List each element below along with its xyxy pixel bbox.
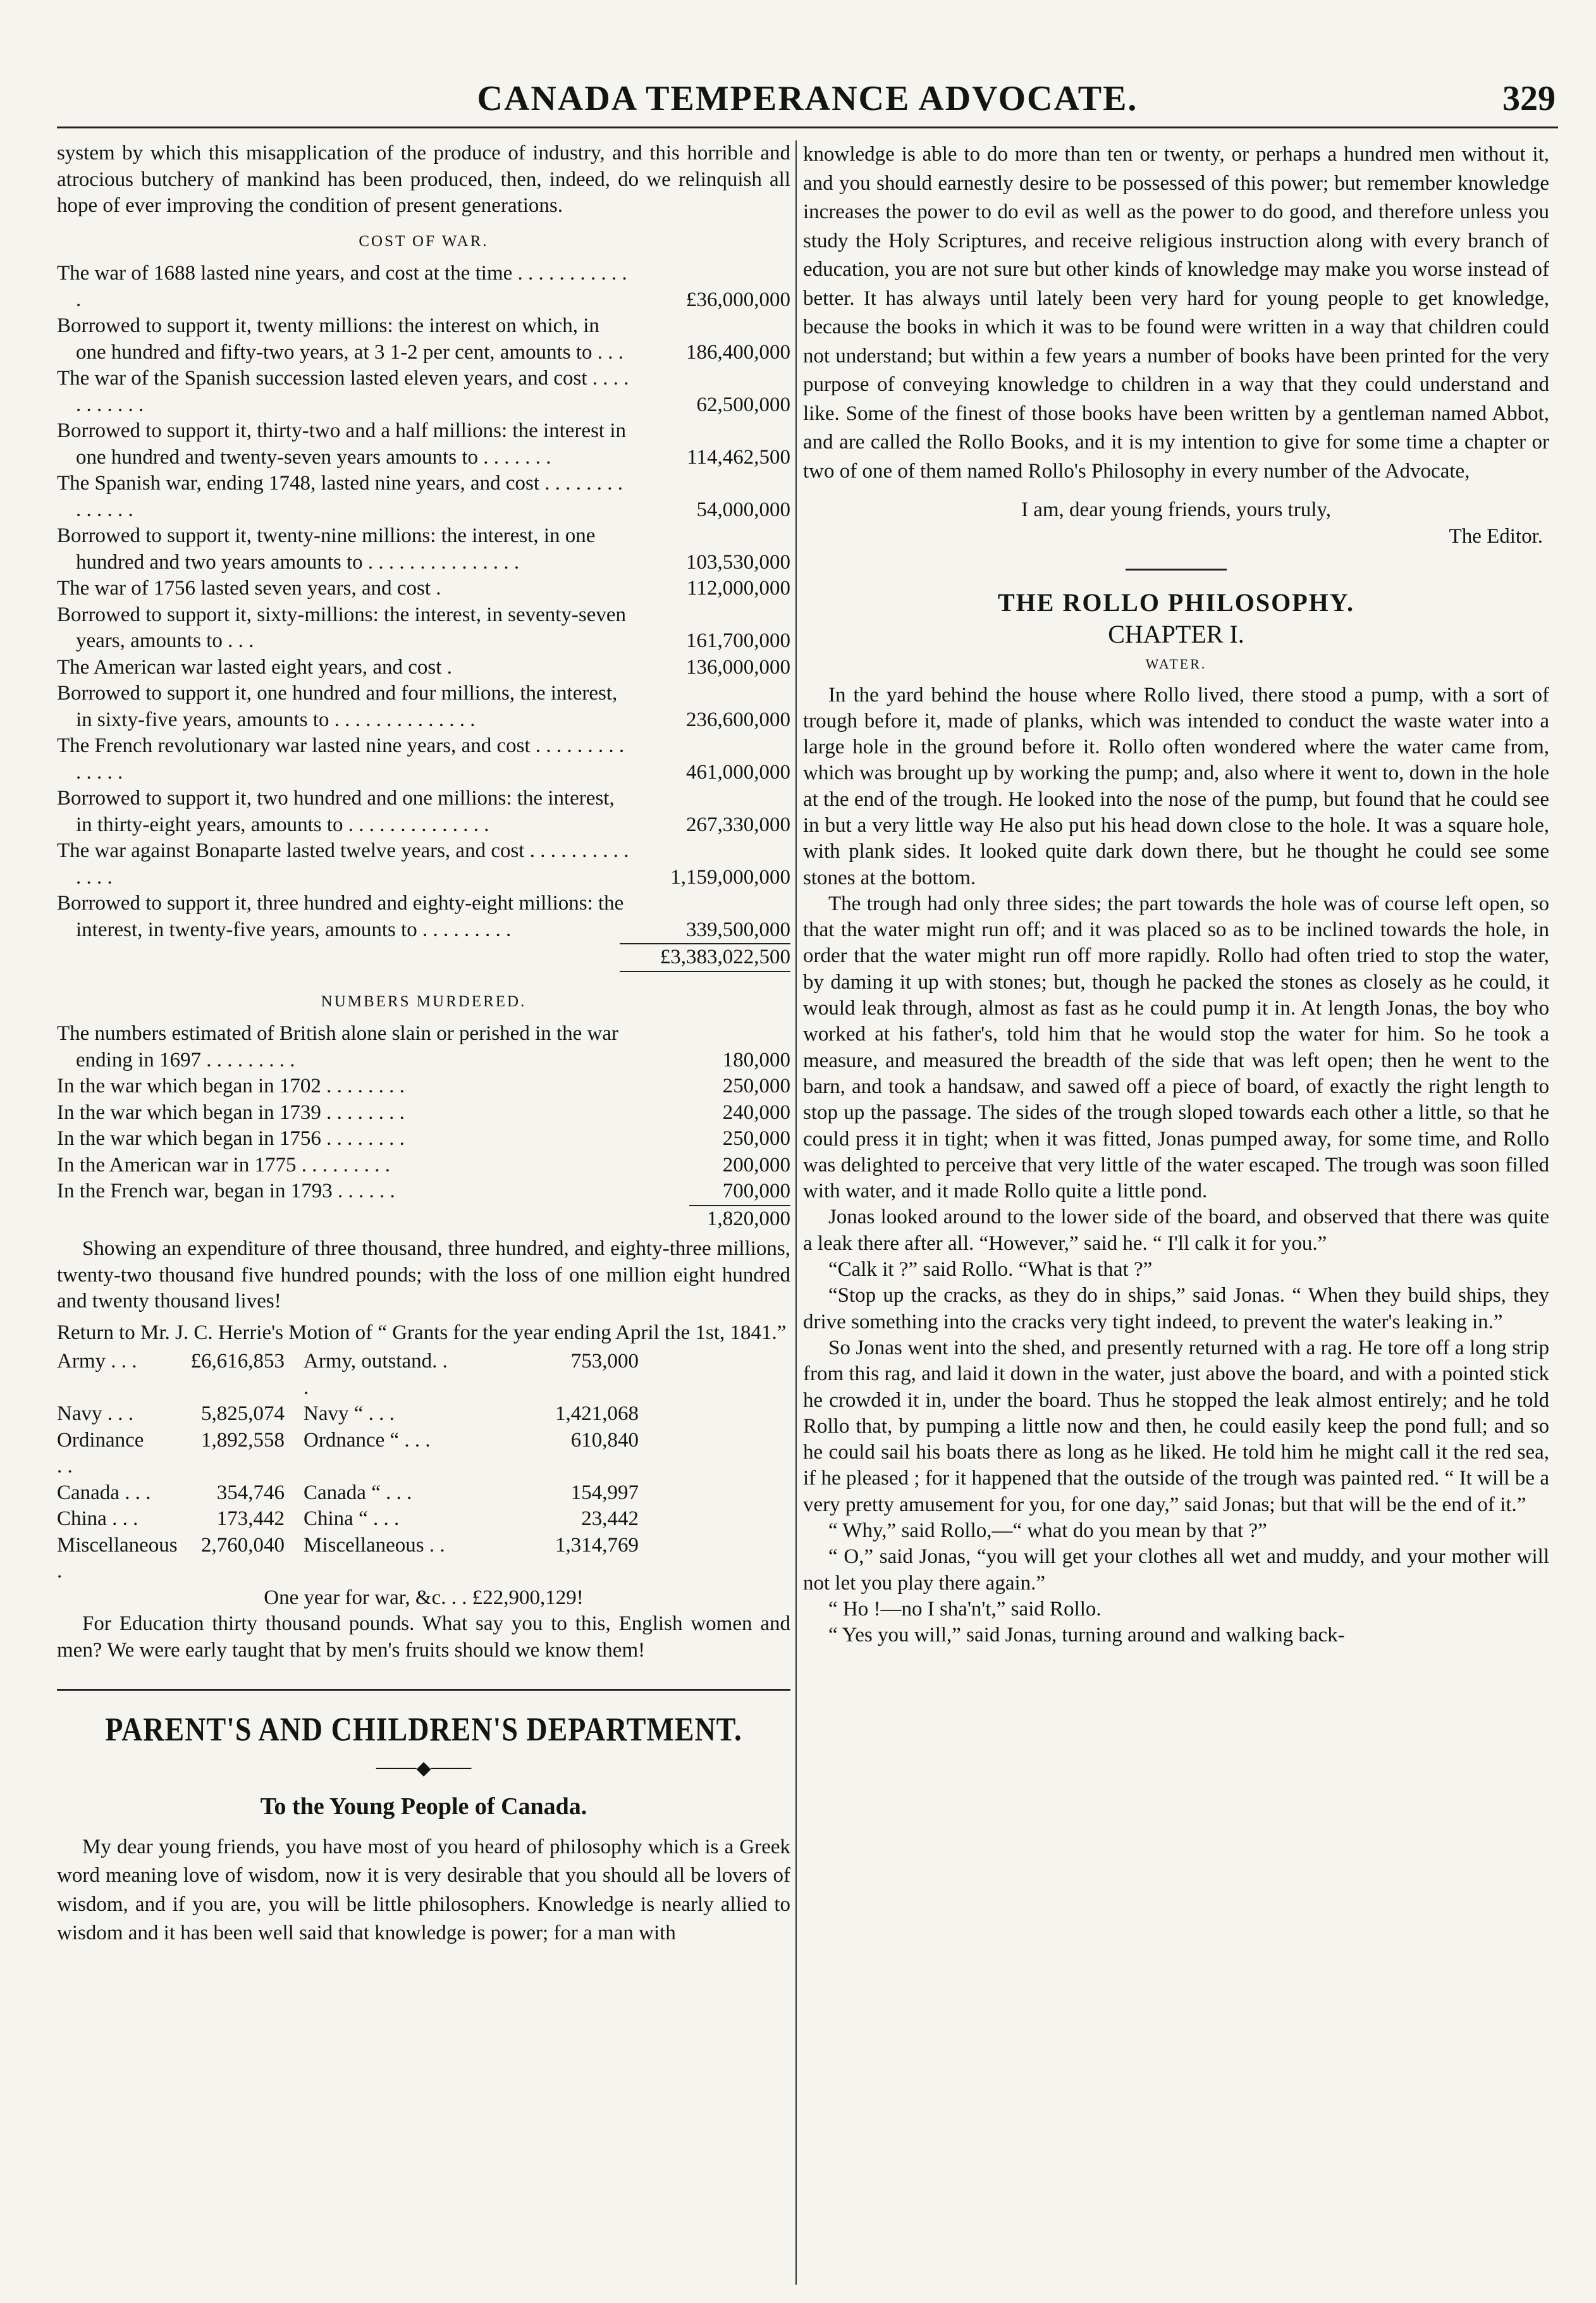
intro-paragraph: system by which this misapplication of the produce of industry, and this horrible and atrocious butchery of mankind has been produced, then, indeed, do we relinquish all hope of ever improving the condition of present generations. bbox=[57, 142, 790, 217]
story-paragraph: Jonas looked around to the lower side of the board, and observed that there was quite a leak there after all. “However,” said he. “ I'll calk it for you.” bbox=[803, 1206, 1549, 1255]
ledger-amount: 240,000 bbox=[722, 1101, 790, 1124]
ledger-desc: The war of 1756 lasted seven years, and cost . bbox=[57, 577, 441, 600]
department-title: PARENT'S AND CHILDREN'S DEPARTMENT. bbox=[105, 1710, 742, 1748]
letter-paragraph: knowledge is able to do more than ten or twenty, or perhaps a hundred men without it, and you should earnestly desire to be possessed of this power; but remember knowledge increases the power to do evil as well as the power to do good, and therefore unless you study the Holy Scriptures, and receive religious instruction along with every branch of education, you are not sure but other kinds of knowledge may make you worse instead of better. It has always until lately been very hard for young people to get knowledge, because the books in which it was to be found were written in a way that children could not understand; but within a few years a number of books have been printed for the very purpose of conveying knowledge to children in a way that they could understand and like. Some of the finest of those books have been written by a gentleman named Abbot, and are called the Rollo Books, and it is my intention to give for some time a chapter or two of one of them named Rollo's Philosophy in every number of the Advocate, bbox=[803, 143, 1549, 483]
grant-label: Ordnance “ . . . bbox=[304, 1428, 431, 1452]
section-rule bbox=[57, 1689, 790, 1691]
ledger-row bbox=[57, 523, 790, 576]
grant-label: Miscellaneous . . bbox=[304, 1533, 445, 1557]
grant-label: Navy . . . bbox=[57, 1402, 133, 1425]
ledger-desc: The American war lasted eight years, and cost . bbox=[57, 655, 452, 679]
ledger-row bbox=[57, 838, 790, 891]
ledger-amount: 267,330,000 bbox=[686, 813, 790, 836]
story-paragraph: “ Why,” said Rollo,—“ what do you mean by that ?” bbox=[828, 1519, 1267, 1542]
ledger-amount: 186,400,000 bbox=[686, 340, 790, 364]
cost-of-war-heading: COST OF WAR. bbox=[359, 232, 489, 250]
ledger-row bbox=[57, 1178, 790, 1205]
ledger-desc: Borrowed to support it, three hundred and eighty-eight millions: the interest, in twenty-five years, amounts to . . . . . . . . . bbox=[57, 892, 624, 941]
return-title: Return to Mr. J. C. Herrie's Motion of “ Grants for the year ending April the 1st, 1841.” bbox=[57, 1321, 787, 1344]
ledger-desc: Borrowed to support it, twenty millions: the interest on which, in one hundred and fifty-two years, at 3 1-2 per cent, amounts to . . . bbox=[57, 314, 624, 364]
grant-label: China “ . . . bbox=[304, 1507, 400, 1530]
ledger-desc: The Spanish war, ending 1748, lasted nine years, and cost . . . . . . . . . . . . . . bbox=[57, 472, 623, 521]
ledger-amount: 250,000 bbox=[722, 1127, 790, 1150]
story-paragraph: “ Ho !—no I sha'n't,” said Rollo. bbox=[828, 1597, 1102, 1621]
letter-heading: To the Young People of Canada. bbox=[260, 1793, 587, 1820]
ledger-amount: £36,000,000 bbox=[686, 288, 790, 311]
column-divider bbox=[795, 140, 797, 2285]
grant-label: Ordinance . . bbox=[57, 1428, 144, 1478]
grant-amount: 753,000 bbox=[570, 1350, 639, 1373]
grant-label: Canada “ . . . bbox=[304, 1481, 412, 1504]
ledger-row bbox=[57, 471, 790, 523]
ledger-desc: In the American war in 1775 . . . . . . . . . bbox=[57, 1153, 390, 1176]
grants-table bbox=[57, 1349, 790, 1585]
grant-amount: 173,442 bbox=[216, 1507, 285, 1530]
ledger-desc: In the war which began in 1756 . . . . . . . . bbox=[57, 1127, 405, 1150]
grant-amount: £6,616,853 bbox=[190, 1350, 285, 1373]
page-number: 329 bbox=[1502, 79, 1556, 118]
ledger-desc: Borrowed to support it, two hundred and one millions: the interest, in thirty-eight years, amounts to . . . . . . . . . . . . . . bbox=[57, 787, 615, 836]
ledger-row bbox=[57, 261, 790, 313]
ledger-desc: Borrowed to support it, one hundred and four millions, the interest, in sixty-five years, amounts to . . . . . . . . . . . . . . bbox=[57, 682, 618, 731]
ledger-row bbox=[57, 418, 790, 471]
ledger-row bbox=[57, 655, 790, 681]
grant-amount: 154,997 bbox=[570, 1481, 639, 1504]
ledger-row bbox=[57, 786, 790, 838]
ledger-row bbox=[57, 1100, 790, 1127]
ledger-amount: 54,000,000 bbox=[696, 498, 790, 521]
ledger-amount: 339,500,000 bbox=[686, 918, 790, 941]
numbers-murdered-table bbox=[57, 1021, 790, 1232]
ornament-divider: ───◆─── bbox=[376, 1757, 472, 1779]
grant-label: China . . . bbox=[57, 1507, 138, 1530]
letter-continued bbox=[803, 140, 1549, 486]
story-paragraph: “ Yes you will,” said Jonas, turning around and walking back- bbox=[828, 1624, 1345, 1647]
grant-label: Army . . . bbox=[57, 1350, 137, 1373]
rollo-title: THE ROLLO PHILOSOPHY. bbox=[998, 588, 1354, 617]
ledger-row bbox=[57, 576, 790, 602]
ledger-amount: 200,000 bbox=[722, 1153, 790, 1176]
ledger-amount: 114,462,500 bbox=[687, 445, 790, 469]
ledger-desc: The numbers estimated of British alone slain or perished in the war ending in 1697 . . . . . . . . . bbox=[57, 1022, 619, 1071]
numbers-murdered-heading: NUMBERS MURDERED. bbox=[321, 992, 527, 1010]
ledger-row bbox=[57, 1152, 790, 1179]
ledger-amount: 161,700,000 bbox=[686, 629, 790, 652]
cost-total-row bbox=[57, 943, 790, 972]
letter-paragraph: My dear young friends, you have most of you heard of philosophy which is a Greek word meaning love of wisdom, now it is very desirable that you should all be lovers of wisdom, and if you are, you will be little philosophers. Knowledge is nearly allied to wisdom and it has been well said that knowledge is power; for a man with bbox=[57, 1835, 790, 1944]
story-paragraph: “Calk it ?” said Rollo. “What is that ?” bbox=[828, 1258, 1153, 1281]
story-paragraph: “Stop up the cracks, as they do in ships,” said Jonas. “ When they build ships, they drive something into the cracks very tight indeed, to prevent the water's leaking in.” bbox=[803, 1284, 1549, 1333]
ledger-amount: 700,000 bbox=[722, 1180, 790, 1202]
grant-amount: 1,314,769 bbox=[555, 1533, 639, 1557]
ledger-desc: The war against Bonaparte lasted twelve years, and cost . . . . . . . . . . . . . . bbox=[57, 839, 629, 889]
ledger-row bbox=[57, 602, 790, 655]
story-paragraph: In the yard behind the house where Rollo lived, there stood a pump, with a sort of trough before it, made of planks, which was intended to conduct the waste water into a large hole in the ground before it. Rollo often wondered where the water came from, which was brought up by working the pump; and, also where it went to, down in the hole at the end of the trough. He looked into the nose of the pump, but found that he could see in but a very little way He also put his head down close to the hole. It was a square hole, with plank sides. It looked quite dark down there, but he thought he could see some stones at the bottom. bbox=[803, 683, 1549, 889]
ledger-desc: Borrowed to support it, sixty-millions: the interest, in seventy-seven years, amounts to . . . bbox=[57, 603, 627, 652]
ledger-row bbox=[57, 891, 790, 943]
ledger-row bbox=[57, 1021, 790, 1073]
ledger-row bbox=[57, 313, 790, 366]
grant-amount: 2,760,040 bbox=[201, 1533, 285, 1557]
story-body bbox=[803, 682, 1549, 1649]
ledger-desc: Borrowed to support it, thirty-two and a half millions: the interest in one hundred and twenty-seven years amounts to . . . . . . . bbox=[57, 419, 627, 469]
grant-amount: 5,825,074 bbox=[201, 1402, 285, 1425]
letter-body bbox=[57, 1833, 790, 1948]
short-rule bbox=[1126, 569, 1227, 571]
grant-label: Army, outstand. . . bbox=[304, 1350, 448, 1399]
ledger-desc: The French revolutionary war lasted nine years, and cost . . . . . . . . . . . . . . bbox=[57, 734, 625, 784]
cost-of-war-table bbox=[57, 261, 790, 972]
grant-amount: 1,892,558 bbox=[201, 1428, 285, 1452]
grant-amount: 1,421,068 bbox=[555, 1402, 639, 1425]
chapter-heading: CHAPTER I. bbox=[1108, 619, 1244, 648]
ledger-amount: 180,000 bbox=[722, 1048, 790, 1071]
left-column bbox=[57, 140, 790, 1948]
murdered-total-row bbox=[57, 1205, 790, 1233]
ledger-amount: 236,600,000 bbox=[686, 708, 790, 731]
running-title: CANADA TEMPERANCE ADVOCATE. bbox=[477, 79, 1138, 118]
ledger-desc: Borrowed to support it, twenty-nine millions: the interest, in one hundred and two years amounts to . . . . . . . . . . . . . . . bbox=[57, 524, 596, 574]
ledger-row bbox=[57, 681, 790, 733]
ledger-amount: 136,000,000 bbox=[686, 655, 790, 679]
ledger-amount: 1,159,000,000 bbox=[670, 865, 790, 889]
cost-total: £3,383,022,500 bbox=[620, 943, 790, 972]
page-header bbox=[57, 76, 1558, 128]
chapter-subtitle: WATER. bbox=[1145, 656, 1207, 672]
ledger-amount: 62,500,000 bbox=[696, 393, 790, 416]
ledger-row bbox=[57, 366, 790, 418]
right-column bbox=[803, 140, 1549, 1648]
ledger-amount: 461,000,000 bbox=[686, 760, 790, 784]
ledger-row bbox=[57, 1126, 790, 1152]
ledger-desc: The war of the Spanish succession lasted eleven years, and cost . . . . . . . . . . . bbox=[57, 367, 629, 416]
grant-amount: 610,840 bbox=[570, 1428, 639, 1452]
ledger-amount: 103,530,000 bbox=[686, 550, 790, 574]
ledger-desc: In the French war, began in 1793 . . . . . . bbox=[57, 1180, 395, 1202]
story-paragraph: So Jonas went into the shed, and presently returned with a rag. He tore off a long strip from this rag, and laid it down in the water, just above the board, and with a pointed stick he crowded it in, under the board. Thus he stopped the leak almost entirely; and he told Rollo that, by pumping a little now and then, he could easily keep the pond full; and so he could sail his boats there as long as he liked. He told him he might call it the red sea, if he pleased ; for it happened that the outside of the trough was painted red. “ It will be a very pretty amusement for you, for one day,” said Jonas; but that will be the end of it.” bbox=[803, 1336, 1549, 1516]
grant-amount: 354,746 bbox=[216, 1481, 285, 1504]
grant-amount: 23,442 bbox=[581, 1507, 639, 1530]
one-year-total: One year for war, &c. . . £22,900,129! bbox=[264, 1586, 584, 1609]
story-paragraph: The trough had only three sides; the part towards the hole was of course left open, so that the water might run off; and it was placed so as to be inclined towards the hole, in order that the water might run off more rapidly. Rollo had often tried to stop the water, by daming it up with stones; but, though he packed the stones as closely as he could, it would leak through, almost as fast as he could pump it in. At length Jonas, the boy who worked at his father's, told him that he would stop the water for him. So he took a measure, and measured the breadth of the side that was left open; then he went to the barn, and took a handsaw, and sawed off a piece of board, of exactly the right length to stop up the passage. The sides of the trough sloped towards each other a little, so that he could press it in tight; when it was fitted, Jonas pumped away, for some time, and Rollo was delighted to perceive that very little of the water escaped. The trough was soon filled with water, and it made Rollo quite a little pond. bbox=[803, 892, 1549, 1203]
ledger-desc: The war of 1688 lasted nine years, and cost at the time . . . . . . . . . . . . bbox=[57, 262, 627, 311]
letter-signature: The Editor. bbox=[1449, 524, 1543, 548]
ledger-amount: 112,000,000 bbox=[687, 577, 790, 600]
ledger-row bbox=[57, 733, 790, 786]
education-paragraph: For Education thirty thousand pounds. What say you to this, English women and men? We were early taught that by men's fruits should we know them! bbox=[57, 1612, 790, 1662]
ledger-row bbox=[57, 1073, 790, 1100]
letter-signoff: I am, dear young friends, yours truly, bbox=[1021, 498, 1331, 521]
grant-label: Navy “ . . . bbox=[304, 1402, 395, 1425]
grant-label: Canada . . . bbox=[57, 1481, 151, 1504]
ledger-desc: In the war which began in 1702 . . . . . . . . bbox=[57, 1075, 405, 1097]
ledger-desc: In the war which began in 1739 . . . . . . . . bbox=[57, 1101, 405, 1124]
story-paragraph: “ O,” said Jonas, “you will get your clothes all wet and muddy, and your mother will not let you play there again.” bbox=[803, 1545, 1549, 1595]
ledger-amount: 250,000 bbox=[722, 1075, 790, 1097]
murdered-total: 1,820,000 bbox=[689, 1205, 790, 1233]
showing-paragraph: Showing an expenditure of three thousand, three hundred, and eighty-three millions, twenty-two thousand five hundred pounds; with the loss of one million eight hundred and twenty thousand lives! bbox=[57, 1237, 790, 1312]
grant-label: Miscellaneous . bbox=[57, 1533, 178, 1583]
